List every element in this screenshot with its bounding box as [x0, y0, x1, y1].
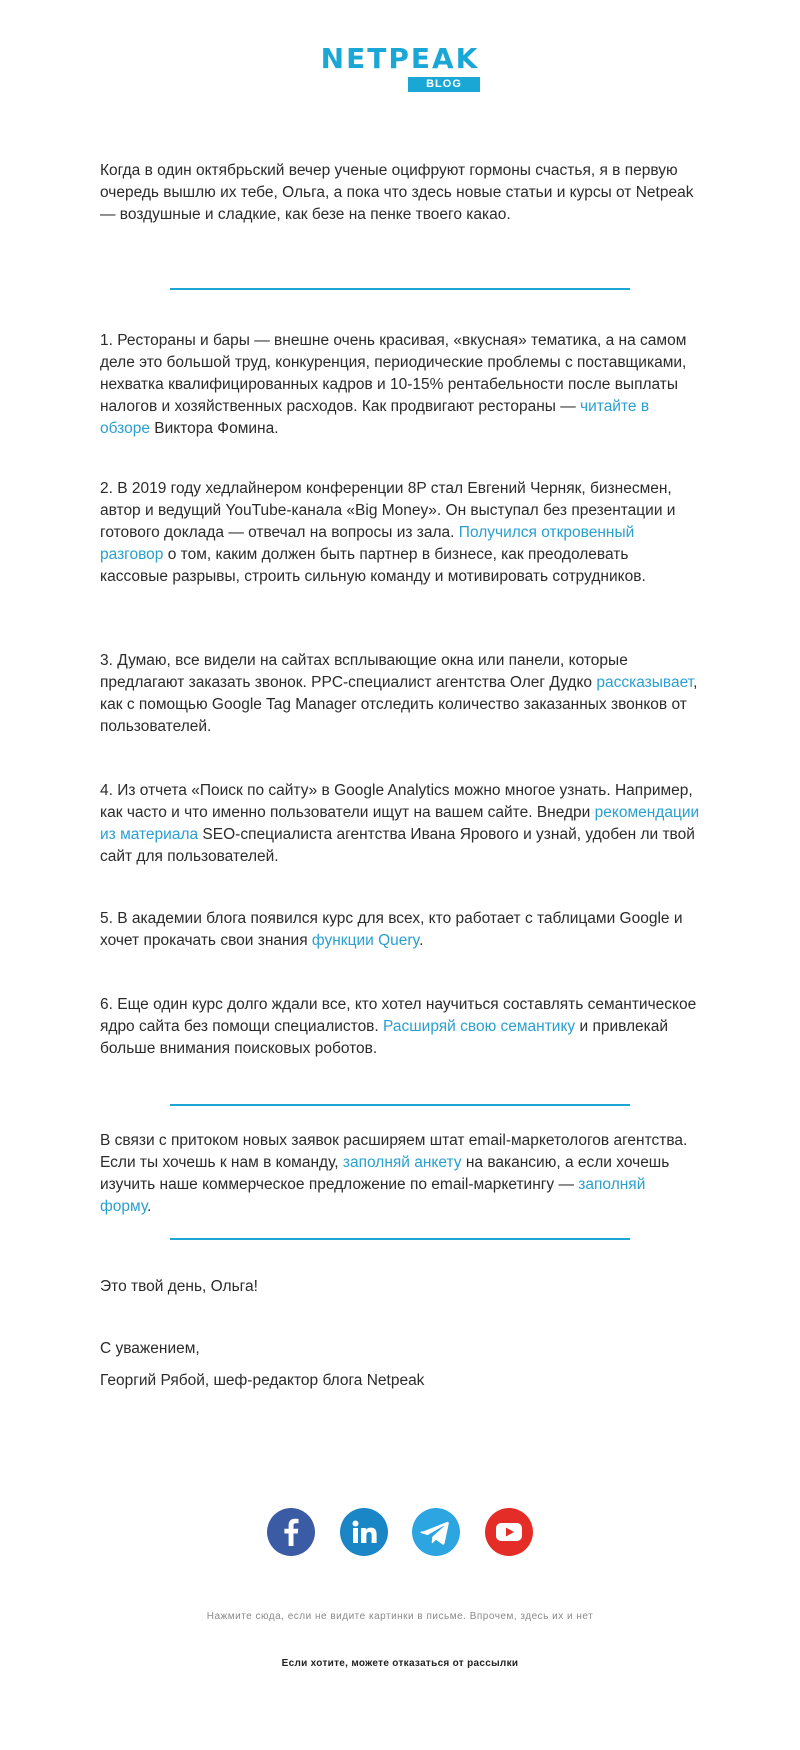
logo-blog-badge: BLOG — [408, 77, 480, 92]
social-links — [0, 1508, 800, 1556]
closing-greeting — [100, 1276, 700, 1298]
intro-text: Когда в один октябрьский вечер ученые оцифруют гормоны счастья, я в первую очередь вышлю их тебе, Ольга, а пока что здесь новые статьи и курсы от Netpeak — воздушные и сладкие, как безе на пенке твоего какао. — [100, 162, 694, 223]
item-text: 1. Рестораны и бары — внешне очень красивая, «вкусная» тематика, а на самом деле это большой труд, конкуренция, периодические проблемы с поставщиками, нехватка квалифицированных кадров и 10-15% рентабельности после выплаты налогов и хозяйственных расходов. Как продвигают рестораны — — [100, 332, 687, 415]
divider-3 — [170, 1238, 630, 1240]
divider-2 — [170, 1104, 630, 1106]
hiring-text: на вакансию, а если хочешь изучить наше коммерческое предложение по email-маркетингу — — [100, 1154, 670, 1193]
hiring-paragraph — [100, 1130, 700, 1218]
signature-block — [100, 1338, 700, 1392]
item-text: 5. В академии блога появился курс для всех, кто работает с таблицами Google и хочет прокачать свои знания — [100, 910, 683, 949]
facebook-icon[interactable] — [267, 1508, 315, 1556]
telegram-icon[interactable] — [412, 1508, 460, 1556]
article-item-2 — [100, 478, 700, 588]
hiring-text: В связи с притоком новых заявок расширяем штат email-маркетологов агентства. Если ты хочешь к нам в команду, — [100, 1132, 688, 1171]
item-link-conversation[interactable]: Получился откровенный разговор — [100, 524, 635, 563]
item-text: SEO-специалиста агентства Ивана Ярового и узнай, удобен ли твой сайт для пользователей. — [100, 826, 695, 865]
item-text: . — [419, 932, 424, 949]
article-item-3 — [100, 650, 700, 738]
item-text: и привлекай больше внимания поисковых роботов. — [100, 1018, 669, 1057]
closing-text: Это твой день, Ольга! — [100, 1278, 258, 1295]
hiring-text: . — [147, 1198, 152, 1215]
item-text: Виктора Фомина. — [149, 420, 279, 437]
item-text: о том, каким должен быть партнер в бизнесе, как преодолевать кассовые разрывы, строить сильную команду и мотивировать сотрудников. — [100, 546, 646, 585]
item-text: 6. Еще один курс долго ждали все, кто хотел научиться составлять семантическое ядро сайта без помощи специалистов. — [100, 996, 697, 1035]
item-text: 4. Из отчета «Поиск по сайту» в Google Analytics можно многое узнать. Например, как часто и что именно пользователи ищут на вашем сайте. Внедри — [100, 782, 693, 821]
netpeak-blog-logo[interactable] — [0, 44, 800, 92]
vacancy-form-link[interactable]: заполняй анкету — [342, 1154, 462, 1171]
view-images-link[interactable]: Нажмите сюда, если не видите картинки в письме. Впрочем, здесь их и нет — [206, 1611, 594, 1622]
item-text: , как с помощью Google Tag Manager отследить количество заказанных звонков от пользователей. — [100, 674, 698, 735]
item-link-restaurants[interactable]: читайте в обзоре — [100, 398, 650, 437]
intro-paragraph — [100, 160, 700, 226]
youtube-icon[interactable] — [485, 1508, 533, 1556]
item-link-gtm[interactable]: рассказывает — [596, 674, 694, 691]
signature-text: Георгий Рябой, шеф-редактор блога Netpeak — [100, 1372, 425, 1389]
item-link-query[interactable]: функции Query — [311, 932, 420, 949]
item-text: 3. Думаю, все видели на сайтах всплывающие окна или панели, которые предлагают заказать звонок. PPC-специалист агентства Олег Дудко — [100, 652, 628, 691]
article-item-6 — [100, 994, 700, 1060]
divider-1 — [170, 288, 630, 290]
item-link-semantics[interactable]: Расширяй свою семантику — [383, 1018, 576, 1035]
item-link-site-search[interactable]: рекомендации из материала — [100, 804, 700, 843]
article-item-1 — [100, 330, 700, 440]
logo-wordmark: NETPEAK — [320, 42, 480, 75]
article-item-5 — [100, 908, 700, 952]
article-item-4 — [100, 780, 700, 868]
item-text: 2. В 2019 году хедлайнером конференции 8P стал Евгений Черняк, бизнесмен, автор и ведущий YouTube-канала «Big Money». Он выступал без презентации и готового доклада — отвечал на вопросы из зала. — [100, 480, 676, 541]
linkedin-icon[interactable] — [340, 1508, 388, 1556]
commercial-offer-form-link[interactable]: заполняй форму — [100, 1176, 646, 1215]
regards-text: С уважением, — [100, 1340, 200, 1357]
unsubscribe-link[interactable]: Если хотите, можете отказаться от рассылки — [281, 1658, 519, 1669]
